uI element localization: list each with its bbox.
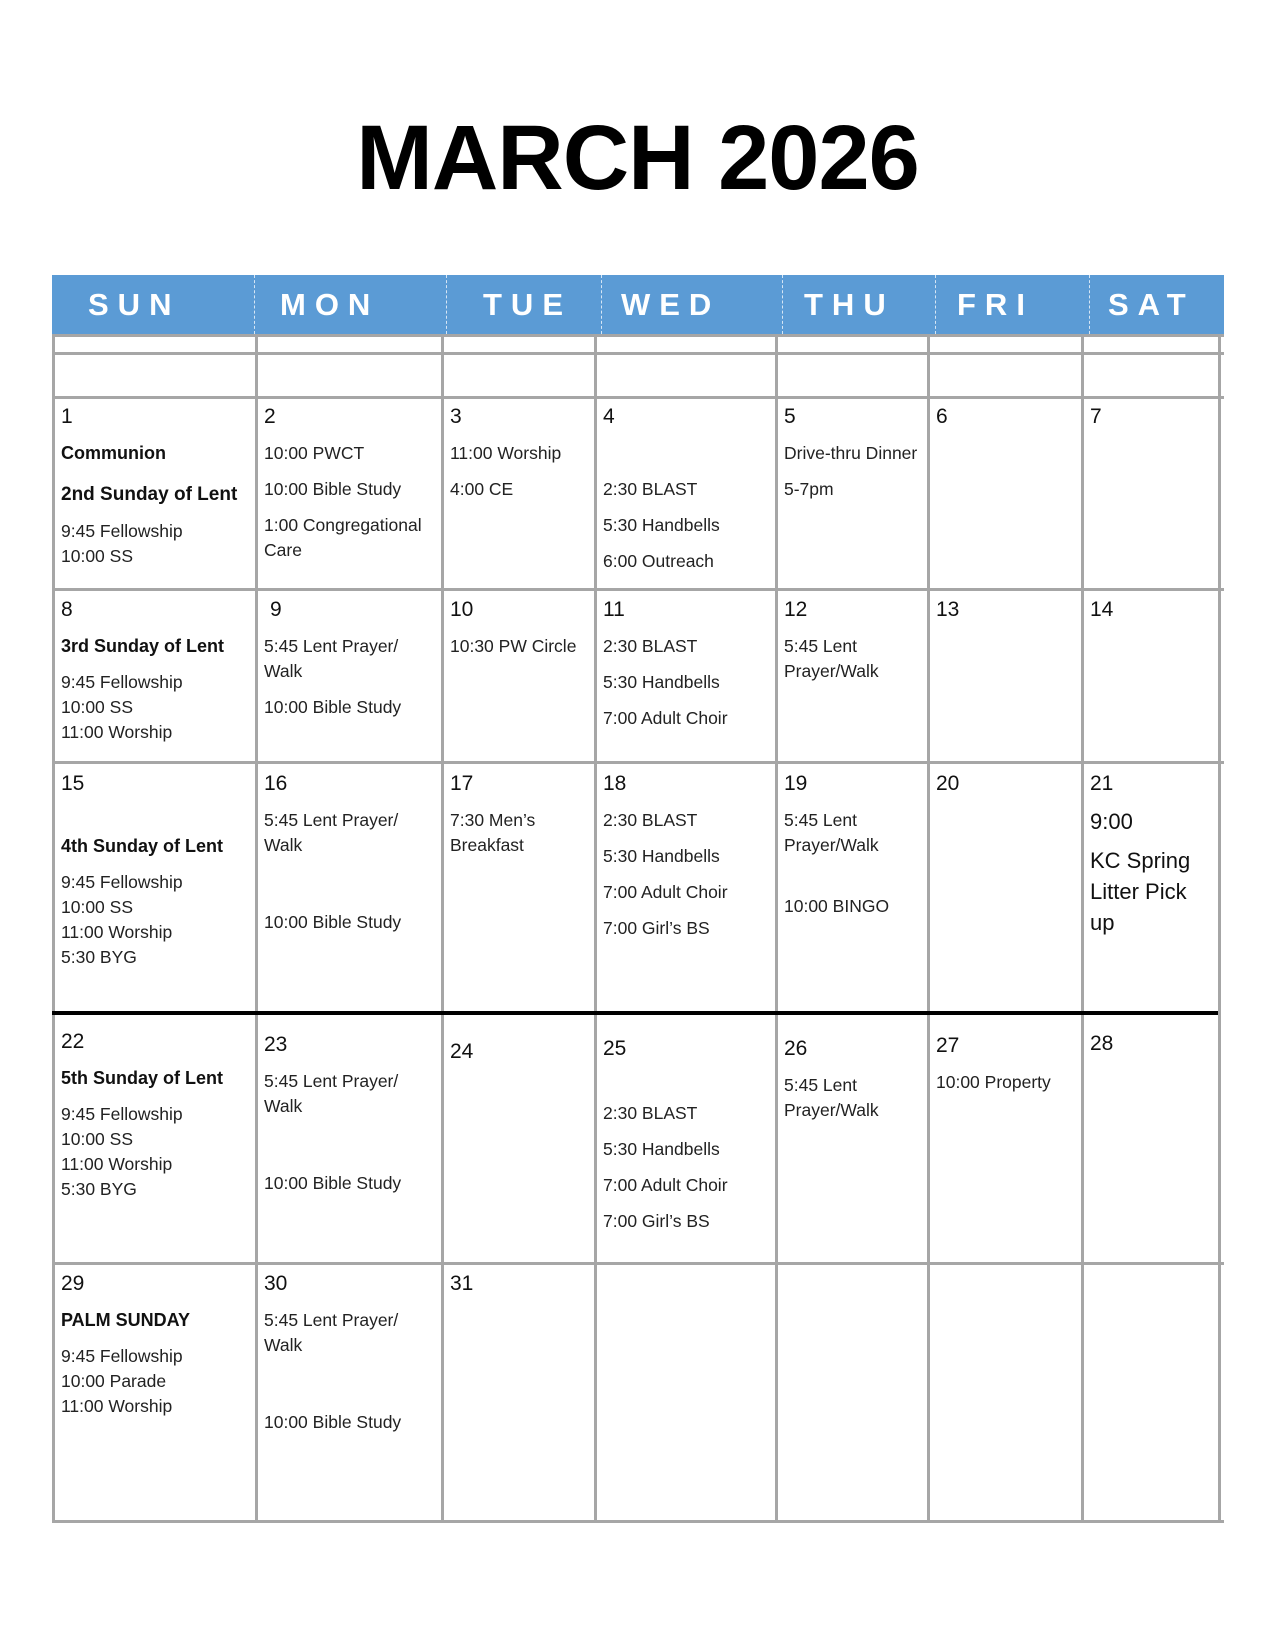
weekday-wed: WED [621,287,721,322]
event-text: 5:45 Lent Prayer/ Walk [264,1071,399,1116]
event-text: 5:45 Lent Prayer/ Walk [264,810,399,855]
day-cell [258,599,428,720]
event-text: 5:45 Lent Prayer/Walk [784,810,879,855]
day-number: 7 [1090,405,1102,428]
day-number: 26 [784,1037,808,1060]
day-number: 16 [264,772,288,795]
weekday-sun: SUN [88,287,181,322]
event-text: 10:00 Bible Study [264,697,402,717]
event-text: 10:00 Bible Study [264,479,402,499]
day-cell [55,599,253,745]
day-cell [258,773,428,935]
day-cell [444,599,592,659]
day-number: 10 [450,598,474,621]
event-label: 4th Sunday of Lent [61,836,223,856]
day-cell [1084,773,1217,938]
event-text: 7:00 Girl’s BS [603,1211,710,1231]
event-text: 10:00 Property [936,1072,1051,1092]
event-text: 2:30 BLAST [603,810,698,830]
day-number: 11 [603,598,625,621]
event-text: 9:45 Fellowship 10:00 Parade 11:00 Worship [61,1346,183,1416]
day-cell [930,406,1080,427]
event-text: 10:00 PWCT [264,443,365,463]
day-number: 23 [264,1033,288,1056]
event-text: 5:45 Lent Prayer/ Walk [264,636,399,681]
event-text: 5:30 Handbells [603,515,720,535]
day-number: 30 [264,1272,288,1295]
event-text: 5:30 Handbells [603,846,720,866]
event-text: 5:30 Handbells [603,1139,720,1159]
day-number: 28 [1090,1032,1114,1055]
day-cell [55,406,253,569]
day-cell [778,773,898,919]
day-cell [930,599,1080,620]
day-cell [258,406,440,563]
event-label: PALM SUNDAY [61,1310,191,1330]
weekday-sat: SAT [1108,287,1195,322]
day-number: 22 [61,1030,85,1053]
day-number: 20 [936,772,960,795]
event-text: 5:45 Lent Prayer/Walk [784,1075,879,1120]
event-text: 10:00 Bible Study [264,1412,402,1432]
event-text: 2:30 BLAST [603,636,698,656]
day-cell [444,773,574,858]
day-cell [55,1273,253,1419]
day-cell [930,1035,1080,1095]
day-number: 15 [61,772,85,795]
day-number: 3 [450,405,462,428]
event-label: 5th Sunday of Lent [61,1068,223,1088]
day-cell [1084,599,1217,620]
event-label: 2nd Sunday of Lent [61,484,238,505]
day-cell [597,1038,773,1234]
event-text: 4:00 CE [450,479,514,499]
day-number: 8 [61,598,73,621]
day-number: 27 [936,1034,960,1057]
day-number: 4 [603,405,615,428]
week-divider [52,1011,1218,1015]
event-text: 5:30 Handbells [603,672,720,692]
event-text: Drive-thru Dinner [784,443,918,463]
day-cell [597,599,773,731]
day-number: 17 [450,772,474,795]
event-text: 9:45 Fellowship 10:00 SS [61,521,183,566]
day-cell [597,406,773,574]
day-number: 5 [784,405,796,428]
event-text: 10:00 Bible Study [264,1173,402,1193]
day-cell [444,1273,592,1294]
weekday-header [52,275,1224,334]
event-text: 7:00 Girl’s BS [603,918,710,938]
event-text: 7:00 Adult Choir [603,1175,728,1195]
event-text: 10:00 Bible Study [264,912,402,932]
day-cell [597,773,773,941]
day-number: 6 [936,405,948,428]
event-text: 5:45 Lent Prayer/Walk [784,636,879,681]
event-text: KC Spring Litter Pick up [1090,848,1191,935]
day-cell [778,599,898,684]
day-number: 9 [270,598,282,621]
day-cell [778,406,926,502]
event-text: 7:00 Adult Choir [603,708,728,728]
day-number: 29 [61,1272,85,1295]
day-cell [55,773,253,970]
weekday-mon: MON [280,287,380,322]
event-text: 9:45 Fellowship 10:00 SS 11:00 Worship 5:30 BYG [61,872,183,967]
event-text: 5:45 Lent Prayer/ Walk [264,1310,399,1355]
event-text: 7:00 Adult Choir [603,882,728,902]
event-text: 1:00 Congregational Care [264,515,422,560]
day-cell [444,406,592,502]
event-label: 3rd Sunday of Lent [61,636,225,656]
day-number: 24 [450,1040,474,1063]
day-number: 19 [784,772,808,795]
weekday-fri: FRI [957,287,1034,322]
day-number: 18 [603,772,627,795]
day-number: 31 [450,1272,474,1295]
event-text: 6:00 Outreach [603,551,714,571]
event-text: 9:45 Fellowship 10:00 SS 11:00 Worship 5:30 BYG [61,1104,183,1199]
event-text: 2:30 BLAST [603,1103,698,1123]
event-text: 9:45 Fellowship 10:00 SS 11:00 Worship [61,672,183,742]
day-number: 12 [784,598,808,621]
day-cell [444,1041,592,1062]
day-number: 2 [264,405,276,428]
event-text: 10:00 BINGO [784,896,890,916]
day-number: 21 [1090,772,1114,795]
event-text: 9:00 [1090,809,1133,834]
weekday-tue: TUE [483,287,572,322]
calendar-grid [52,334,1224,1523]
day-number: 13 [936,598,960,621]
weekday-thu: THU [804,287,895,322]
event-text: 7:30 Men’s Breakfast [450,810,536,855]
day-number: 14 [1090,598,1114,621]
event-text: 10:30 PW Circle [450,636,577,656]
day-number: 25 [603,1037,627,1060]
day-number: 1 [61,405,73,428]
event-text: 2:30 BLAST [603,479,698,499]
day-cell [1084,406,1217,427]
day-cell [1084,1033,1217,1054]
day-cell [778,1038,898,1123]
day-cell [258,1273,428,1435]
event-text: 5-7pm [784,479,834,499]
event-label: Communion [61,443,166,463]
day-cell [258,1034,428,1196]
event-text: 11:00 Worship [450,443,562,463]
calendar-title: MARCH 2026 [356,107,919,209]
day-cell [55,1031,253,1202]
day-cell [930,773,1080,794]
